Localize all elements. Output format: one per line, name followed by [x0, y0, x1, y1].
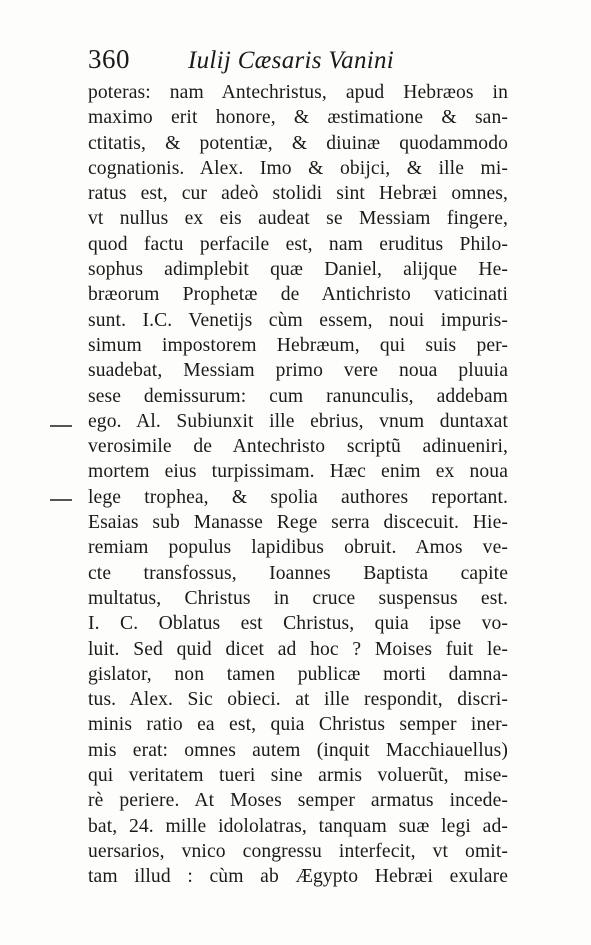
text-line: minis ratio ea est, quia Christus semper iner- [88, 714, 508, 736]
margin-mark [50, 425, 72, 427]
text-line: bræorum Prophetæ de Antichristo vaticinati [88, 284, 508, 306]
text-line: mortem eius turpissimam. Hæc enim ex noua [88, 461, 508, 483]
text-line: uersarios, vnico congressu interfecit, vt omit- [88, 840, 508, 862]
text-line: mis erat: omnes autem (inquit Macchiauellus) [88, 739, 508, 761]
text-line: verosimile de Antechristo scriptũ adinueniri, [88, 436, 508, 458]
text-line: ratus est, cur adeò stolidi sint Hebræi omnes, [88, 183, 508, 205]
text-line: suadebat, Messiam primo vere noua pluuia [88, 360, 508, 382]
running-title: Iulij Cæsaris Vanini [188, 47, 395, 74]
page-number: 360 [88, 44, 130, 74]
text-line: multatus, Christus in cruce suspensus est. [88, 587, 508, 609]
text-line: maximo erit honore, & æstimatione & san- [88, 107, 508, 129]
text-line: remiam populus lapidibus obruit. Amos ve- [88, 537, 508, 559]
text-line: gislator, non tamen publicæ morti damna- [88, 663, 508, 685]
text-line: rè periere. At Moses semper armatus incede- [88, 790, 508, 812]
text-line: cognationis. Alex. Imo & obijci, & ille mi- [88, 157, 508, 179]
text-line: simum impostorem Hebræum, qui suis per- [88, 334, 508, 356]
text-line: lege trophea, & spolia authores reportant. [88, 486, 508, 508]
text-line: tus. Alex. Sic obieci. at ille respondit, discri- [88, 689, 508, 711]
text-line: bat, 24. mille idololatras, tanquam suæ legi ad- [88, 815, 508, 837]
text-line: sese demissurum: cum ranunculis, addebam [88, 385, 508, 407]
text-line: qui veritatem tueri sine armis voluerũt, mise- [88, 765, 508, 787]
text-line: tam illud : cùm ab Ægypto Hebræi exulare [88, 866, 508, 888]
text-line: cte transfossus, Ioannes Baptista capite [88, 562, 508, 584]
text-line: poteras: nam Antechristus, apud Hebræos in [88, 82, 508, 103]
text-line: Esaias sub Manasse Rege serra discecuit. Hie- [88, 512, 508, 534]
text-line: I. C. Oblatus est Christus, quia ipse vo- [88, 613, 508, 635]
margin-mark [50, 499, 72, 501]
body-text [88, 80, 508, 890]
text-line: quod factu perfacile est, nam eruditus Philo- [88, 233, 508, 255]
text-line: ego. Al. Subiunxit ille ebrius, vnum duntaxat [88, 410, 508, 432]
text-line: luit. Sed quid dicet ad hoc ? Moises fuit le- [88, 638, 508, 660]
text-line: vt nullus ex eis audeat se Messiam fingere, [88, 208, 508, 230]
text-line: sunt. I.C. Venetijs cùm essem, noui impuris- [88, 309, 508, 331]
text-line: sophus adimplebit quæ Daniel, alijque He- [88, 259, 508, 281]
text-line: ctitatis, & potentiæ, & diuinæ quodammodo [88, 132, 508, 154]
running-head [88, 44, 508, 78]
